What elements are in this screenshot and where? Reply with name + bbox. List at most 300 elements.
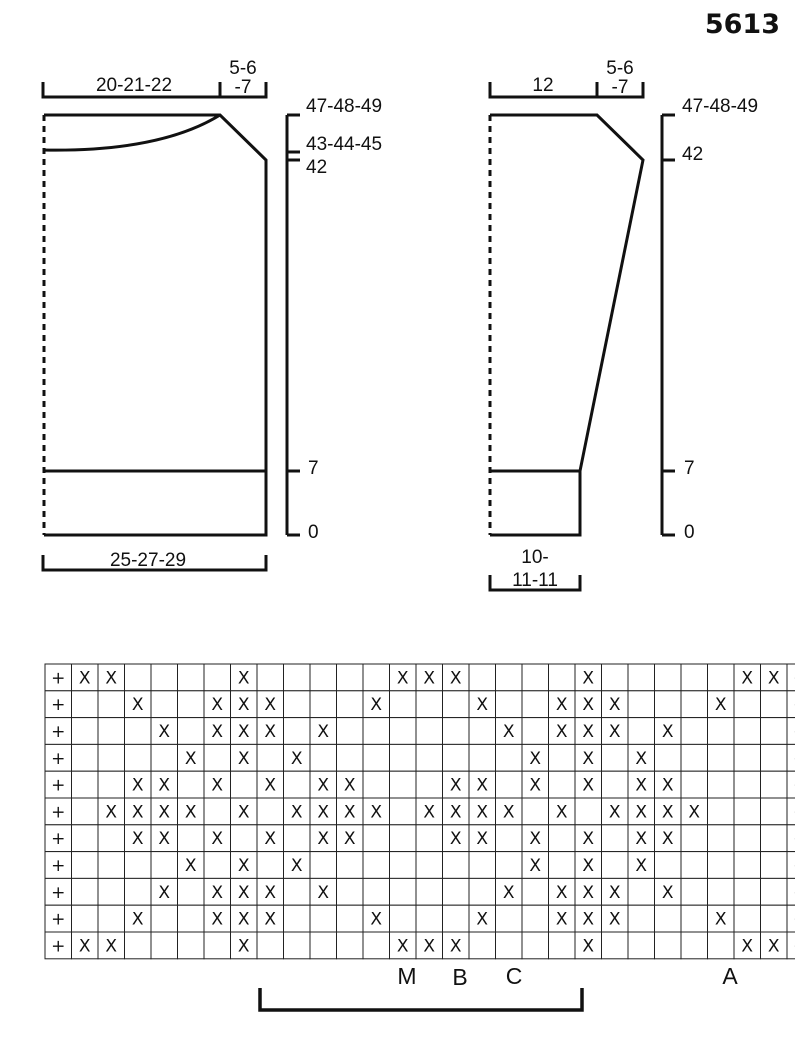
chart-cell: [125, 932, 152, 959]
chart-cell: [761, 744, 788, 771]
cross-stitch-symbol: X: [476, 775, 489, 796]
chart-cell: [98, 718, 125, 745]
cross-stitch-symbol: X: [105, 936, 118, 957]
chart-cell: [734, 744, 761, 771]
cross-stitch-symbol: X: [211, 775, 224, 796]
chart-cell: [337, 852, 364, 879]
chart-cell: [178, 825, 205, 852]
cross-stitch-symbol: X: [449, 775, 462, 796]
chart-cell: [734, 691, 761, 718]
cross-stitch-symbol: X: [635, 802, 648, 823]
sleeve-height-label-0: 47-48-49: [682, 96, 759, 117]
body-bottom-width: 25-27-29: [109, 550, 187, 571]
chart-cell: [151, 664, 178, 691]
chart-cell: [602, 932, 629, 959]
chart-cell: [416, 691, 443, 718]
chart-cell: [443, 878, 470, 905]
sleeve-height-label-1: 42: [682, 144, 704, 165]
cross-stitch-symbol: X: [741, 668, 754, 689]
chart-cell: [708, 852, 735, 879]
chart-cell: [681, 664, 708, 691]
cross-stitch-symbol: X: [343, 775, 356, 796]
edge-stitch-symbol: +: [51, 909, 66, 930]
cross-stitch-symbol: X: [237, 882, 250, 903]
body-shoulder-width-bottom: -7: [234, 77, 252, 98]
cross-stitch-symbol: X: [370, 695, 383, 716]
body-shoulder-width-top: 5-6: [229, 58, 257, 79]
chart-cell: [628, 905, 655, 932]
cross-stitch-symbol: X: [608, 909, 621, 930]
cross-stitch-symbol: X: [158, 802, 171, 823]
chart-cell: [390, 771, 417, 798]
chart-key-c: C: [505, 963, 523, 989]
chart-cell: [655, 691, 682, 718]
chart-cell: [257, 798, 284, 825]
cross-stitch-symbol: X: [264, 775, 277, 796]
chart-cell: [416, 771, 443, 798]
chart-cell: [549, 932, 576, 959]
chart-cell: [496, 905, 523, 932]
chart-cell: [761, 825, 788, 852]
cross-stitch-symbol: X: [582, 668, 595, 689]
cross-stitch-symbol: X: [714, 909, 727, 930]
cross-stitch-symbol: X: [237, 668, 250, 689]
edge-stitch-symbol: +: [51, 802, 66, 823]
chart-cell: [337, 691, 364, 718]
cross-stitch-symbol: X: [555, 909, 568, 930]
cross-stitch-symbol: X: [423, 936, 436, 957]
sleeve-height-label-3: 0: [684, 522, 695, 543]
cross-stitch-symbol: X: [264, 695, 277, 716]
chart-cell: [178, 771, 205, 798]
chart-cell: [151, 691, 178, 718]
chart-cell: [178, 932, 205, 959]
cross-stitch-symbol: X: [237, 748, 250, 769]
chart-cell: [151, 905, 178, 932]
chart-cell: [363, 664, 390, 691]
chart-cell: [734, 852, 761, 879]
chart-cell: [337, 905, 364, 932]
edge-stitch-symbol: +: [51, 722, 66, 742]
cross-stitch-symbol: X: [158, 722, 171, 742]
chart-cell: [337, 664, 364, 691]
edge-stitch-symbol: +: [51, 856, 66, 876]
chart-cell: [72, 878, 99, 905]
chart-cell: [761, 798, 788, 825]
chart-cell: [655, 664, 682, 691]
cross-stitch-symbol: X: [211, 829, 224, 850]
chart-cell: [602, 852, 629, 879]
chart-cell: [72, 905, 99, 932]
cross-stitch-symbol: X: [158, 829, 171, 850]
cross-stitch-symbol: X: [184, 802, 197, 823]
chart-cell: [496, 744, 523, 771]
chart-cell: [98, 691, 125, 718]
stitch-chart: [45, 664, 795, 959]
cross-stitch-symbol: X: [184, 748, 197, 769]
chart-cell: [681, 905, 708, 932]
chart-cell: [443, 691, 470, 718]
chart-cell: [284, 691, 311, 718]
cross-stitch-symbol: X: [714, 695, 727, 716]
chart-cell: [125, 852, 152, 879]
chart-cell: [337, 932, 364, 959]
chart-cell: [681, 691, 708, 718]
cross-stitch-symbol: X: [343, 802, 356, 823]
cross-stitch-symbol: X: [370, 909, 383, 930]
chart-cell: [708, 825, 735, 852]
sleeve-top-width: 12: [532, 75, 554, 96]
cross-stitch-symbol: X: [449, 802, 462, 823]
chart-cell: [681, 852, 708, 879]
chart-cell: [681, 878, 708, 905]
chart-cell: [390, 825, 417, 852]
cross-stitch-symbol: X: [582, 775, 595, 796]
chart-cell: [708, 718, 735, 745]
chart-cell: [310, 691, 337, 718]
chart-cell: [708, 771, 735, 798]
chart-cell: [602, 771, 629, 798]
chart-cell: [628, 664, 655, 691]
cross-stitch-symbol: X: [449, 829, 462, 850]
cross-stitch-symbol: X: [608, 882, 621, 903]
cross-stitch-symbol: X: [476, 909, 489, 930]
chart-cell: [469, 852, 496, 879]
chart-cell: [257, 664, 284, 691]
edge-stitch-symbol: +: [51, 936, 66, 957]
chart-cell: [231, 825, 258, 852]
chart-cell: [655, 852, 682, 879]
chart-cell: [284, 825, 311, 852]
chart-cell: [734, 905, 761, 932]
cross-stitch-symbol: X: [476, 829, 489, 850]
chart-cell: [761, 852, 788, 879]
cross-stitch-symbol: X: [396, 936, 409, 957]
cross-stitch-symbol: X: [688, 802, 701, 823]
edge-stitch-symbol: +: [51, 882, 66, 903]
chart-cell: [363, 932, 390, 959]
chart-cell: [284, 664, 311, 691]
chart-cell: [681, 718, 708, 745]
chart-cell: [761, 771, 788, 798]
chart-cell: [708, 744, 735, 771]
chart-cell: [496, 664, 523, 691]
cross-stitch-symbol: X: [582, 936, 595, 957]
chart-cell: [284, 932, 311, 959]
cross-stitch-symbol: X: [582, 722, 595, 742]
cross-stitch-symbol: X: [317, 882, 330, 903]
cross-stitch-symbol: X: [635, 829, 648, 850]
cross-stitch-symbol: X: [290, 748, 303, 769]
chart-cell: [628, 718, 655, 745]
chart-cell: [628, 932, 655, 959]
cross-stitch-symbol: X: [555, 695, 568, 716]
chart-cell: [363, 825, 390, 852]
chart-cell: [469, 878, 496, 905]
chart-cell: [496, 771, 523, 798]
chart-repeat-bracket: [260, 988, 582, 1010]
chart-cell: [310, 932, 337, 959]
chart-cell: [522, 878, 549, 905]
chart-cell: [337, 718, 364, 745]
chart-cell: [284, 878, 311, 905]
cross-stitch-symbol: X: [264, 722, 277, 742]
body-height-label-4: 0: [308, 522, 319, 543]
chart-cell: [602, 825, 629, 852]
cross-stitch-symbol: X: [78, 936, 91, 957]
chart-cell: [734, 771, 761, 798]
cross-stitch-symbol: X: [290, 802, 303, 823]
cross-stitch-symbol: X: [635, 775, 648, 796]
body-height-label-3: 7: [308, 458, 319, 479]
cross-stitch-symbol: X: [105, 668, 118, 689]
chart-cell: [681, 932, 708, 959]
chart-cell: [151, 932, 178, 959]
cross-stitch-symbol: X: [502, 722, 515, 742]
chart-cell: [416, 852, 443, 879]
chart-cell: [443, 852, 470, 879]
chart-cell: [257, 852, 284, 879]
cross-stitch-symbol: X: [529, 829, 542, 850]
chart-cell: [98, 878, 125, 905]
cross-stitch-symbol: X: [131, 829, 144, 850]
chart-cell: [469, 744, 496, 771]
chart-cell: [469, 932, 496, 959]
cross-stitch-symbol: X: [237, 802, 250, 823]
cross-stitch-symbol: X: [661, 775, 674, 796]
cross-stitch-symbol: X: [131, 695, 144, 716]
cross-stitch-symbol: X: [635, 856, 648, 876]
chart-cell: [98, 825, 125, 852]
cross-stitch-symbol: X: [767, 936, 780, 957]
body-neckline: [44, 115, 220, 150]
chart-cell: [390, 744, 417, 771]
cross-stitch-symbol: X: [582, 748, 595, 769]
chart-cell: [72, 798, 99, 825]
chart-cell: [204, 664, 231, 691]
cross-stitch-symbol: X: [317, 802, 330, 823]
chart-cell: [469, 718, 496, 745]
edge-stitch-symbol: +: [51, 695, 66, 716]
cross-stitch-symbol: X: [502, 802, 515, 823]
sleeve-bottom-width-bottom: 11-11: [512, 570, 558, 591]
cross-stitch-symbol: X: [582, 909, 595, 930]
chart-cell: [151, 744, 178, 771]
chart-cell: [125, 718, 152, 745]
cross-stitch-symbol: X: [582, 856, 595, 876]
chart-cell: [363, 718, 390, 745]
cross-stitch-symbol: X: [264, 829, 277, 850]
chart-cell: [708, 664, 735, 691]
cross-stitch-symbol: X: [476, 695, 489, 716]
chart-cell: [734, 718, 761, 745]
cross-stitch-symbol: X: [582, 695, 595, 716]
cross-stitch-symbol: X: [237, 695, 250, 716]
chart-cell: [734, 878, 761, 905]
cross-stitch-symbol: X: [211, 722, 224, 742]
cross-stitch-symbol: X: [608, 695, 621, 716]
chart-cell: [363, 852, 390, 879]
chart-cell: [310, 905, 337, 932]
chart-cell: [310, 664, 337, 691]
cross-stitch-symbol: X: [237, 722, 250, 742]
chart-cell: [416, 905, 443, 932]
body-top-width: 20-21-22: [95, 75, 173, 96]
chart-cell: [522, 664, 549, 691]
chart-cell: [443, 905, 470, 932]
chart-cell: [522, 718, 549, 745]
body-height-label-1: 43-44-45: [306, 134, 383, 155]
cross-stitch-symbol: X: [211, 695, 224, 716]
cross-stitch-symbol: X: [635, 748, 648, 769]
cross-stitch-symbol: X: [555, 802, 568, 823]
chart-cell: [178, 664, 205, 691]
chart-cell: [72, 852, 99, 879]
chart-cell: [363, 744, 390, 771]
chart-key-m: M: [397, 963, 417, 989]
chart-cell: [310, 852, 337, 879]
cross-stitch-symbol: X: [529, 775, 542, 796]
cross-stitch-symbol: X: [476, 802, 489, 823]
cross-stitch-symbol: X: [317, 722, 330, 742]
chart-cell: [98, 744, 125, 771]
chart-cell: [761, 718, 788, 745]
chart-cell: [204, 744, 231, 771]
cross-stitch-symbol: X: [423, 668, 436, 689]
cross-stitch-symbol: X: [555, 722, 568, 742]
chart-cell: [761, 905, 788, 932]
chart-cell: [496, 825, 523, 852]
chart-cell: [416, 744, 443, 771]
chart-cell: [257, 932, 284, 959]
cross-stitch-symbol: X: [449, 668, 462, 689]
chart-cell: [549, 825, 576, 852]
chart-cell: [443, 744, 470, 771]
cross-stitch-symbol: X: [317, 775, 330, 796]
cross-stitch-symbol: X: [661, 802, 674, 823]
chart-cell: [257, 744, 284, 771]
cross-stitch-symbol: X: [370, 802, 383, 823]
chart-cell: [390, 691, 417, 718]
chart-cell: [204, 852, 231, 879]
body-height-label-2: 42: [306, 157, 328, 178]
cross-stitch-symbol: X: [741, 936, 754, 957]
cross-stitch-symbol: X: [555, 882, 568, 903]
cross-stitch-symbol: X: [529, 748, 542, 769]
cross-stitch-symbol: X: [529, 856, 542, 876]
chart-key-b: B: [452, 964, 468, 990]
cross-stitch-symbol: X: [449, 936, 462, 957]
cross-stitch-symbol: X: [343, 829, 356, 850]
chart-cell: [125, 744, 152, 771]
chart-cell: [231, 771, 258, 798]
cross-stitch-symbol: X: [184, 856, 197, 876]
cross-stitch-symbol: X: [237, 909, 250, 930]
chart-cell: [681, 825, 708, 852]
cross-stitch-symbol: X: [317, 829, 330, 850]
cross-stitch-symbol: X: [131, 802, 144, 823]
cross-stitch-symbol: X: [105, 802, 118, 823]
cross-stitch-symbol: X: [237, 856, 250, 876]
sleeve-bottom-width-top: 10-: [521, 547, 549, 568]
cross-stitch-symbol: X: [582, 882, 595, 903]
chart-cell: [72, 771, 99, 798]
chart-cell: [522, 932, 549, 959]
cross-stitch-symbol: X: [767, 668, 780, 689]
chart-cell: [125, 664, 152, 691]
chart-cell: [310, 744, 337, 771]
edge-stitch-symbol: +: [51, 748, 66, 769]
chart-cell: [363, 771, 390, 798]
chart-cell: [655, 744, 682, 771]
cross-stitch-symbol: X: [396, 668, 409, 689]
chart-cell: [708, 878, 735, 905]
body-piece: [43, 82, 300, 570]
cross-stitch-symbol: X: [290, 856, 303, 876]
chart-cell: [390, 718, 417, 745]
chart-cell: [549, 852, 576, 879]
chart-cell: [72, 691, 99, 718]
chart-cell: [390, 798, 417, 825]
chart-cell: [125, 878, 152, 905]
sleeve-shoulder-width-bottom: -7: [611, 77, 629, 98]
chart-cell: [522, 798, 549, 825]
chart-cell: [416, 718, 443, 745]
edge-stitch-symbol: +: [51, 668, 66, 689]
chart-cell: [98, 852, 125, 879]
cross-stitch-symbol: X: [661, 722, 674, 742]
cross-stitch-symbol: X: [158, 882, 171, 903]
chart-cell: [522, 905, 549, 932]
cross-stitch-symbol: X: [502, 882, 515, 903]
chart-cell: [98, 905, 125, 932]
cross-stitch-symbol: X: [608, 802, 621, 823]
chart-cell: [496, 932, 523, 959]
chart-cell: [734, 825, 761, 852]
chart-cell: [284, 905, 311, 932]
chart-cell: [204, 932, 231, 959]
chart-cell: [72, 825, 99, 852]
chart-cell: [522, 691, 549, 718]
chart-cell: [655, 932, 682, 959]
chart-cell: [549, 664, 576, 691]
cross-stitch-symbol: X: [211, 909, 224, 930]
cross-stitch-symbol: X: [78, 668, 91, 689]
cross-stitch-symbol: X: [661, 829, 674, 850]
body-height-label-0: 47-48-49: [306, 96, 383, 117]
chart-cell: [178, 905, 205, 932]
chart-cell: [761, 691, 788, 718]
chart-cell: [390, 905, 417, 932]
chart-cell: [469, 664, 496, 691]
chart-cell: [98, 771, 125, 798]
chart-cell: [284, 718, 311, 745]
chart-cell: [204, 798, 231, 825]
cross-stitch-symbol: X: [158, 775, 171, 796]
chart-cell: [443, 718, 470, 745]
chart-cell: [416, 825, 443, 852]
chart-cell: [602, 744, 629, 771]
chart-cell: [761, 878, 788, 905]
chart-cell: [549, 744, 576, 771]
cross-stitch-symbol: X: [264, 909, 277, 930]
chart-cell: [628, 878, 655, 905]
sleeve-height-label-2: 7: [684, 458, 695, 479]
chart-cell: [655, 905, 682, 932]
cross-stitch-symbol: X: [582, 829, 595, 850]
cross-stitch-symbol: X: [131, 775, 144, 796]
chart-cell: [151, 852, 178, 879]
